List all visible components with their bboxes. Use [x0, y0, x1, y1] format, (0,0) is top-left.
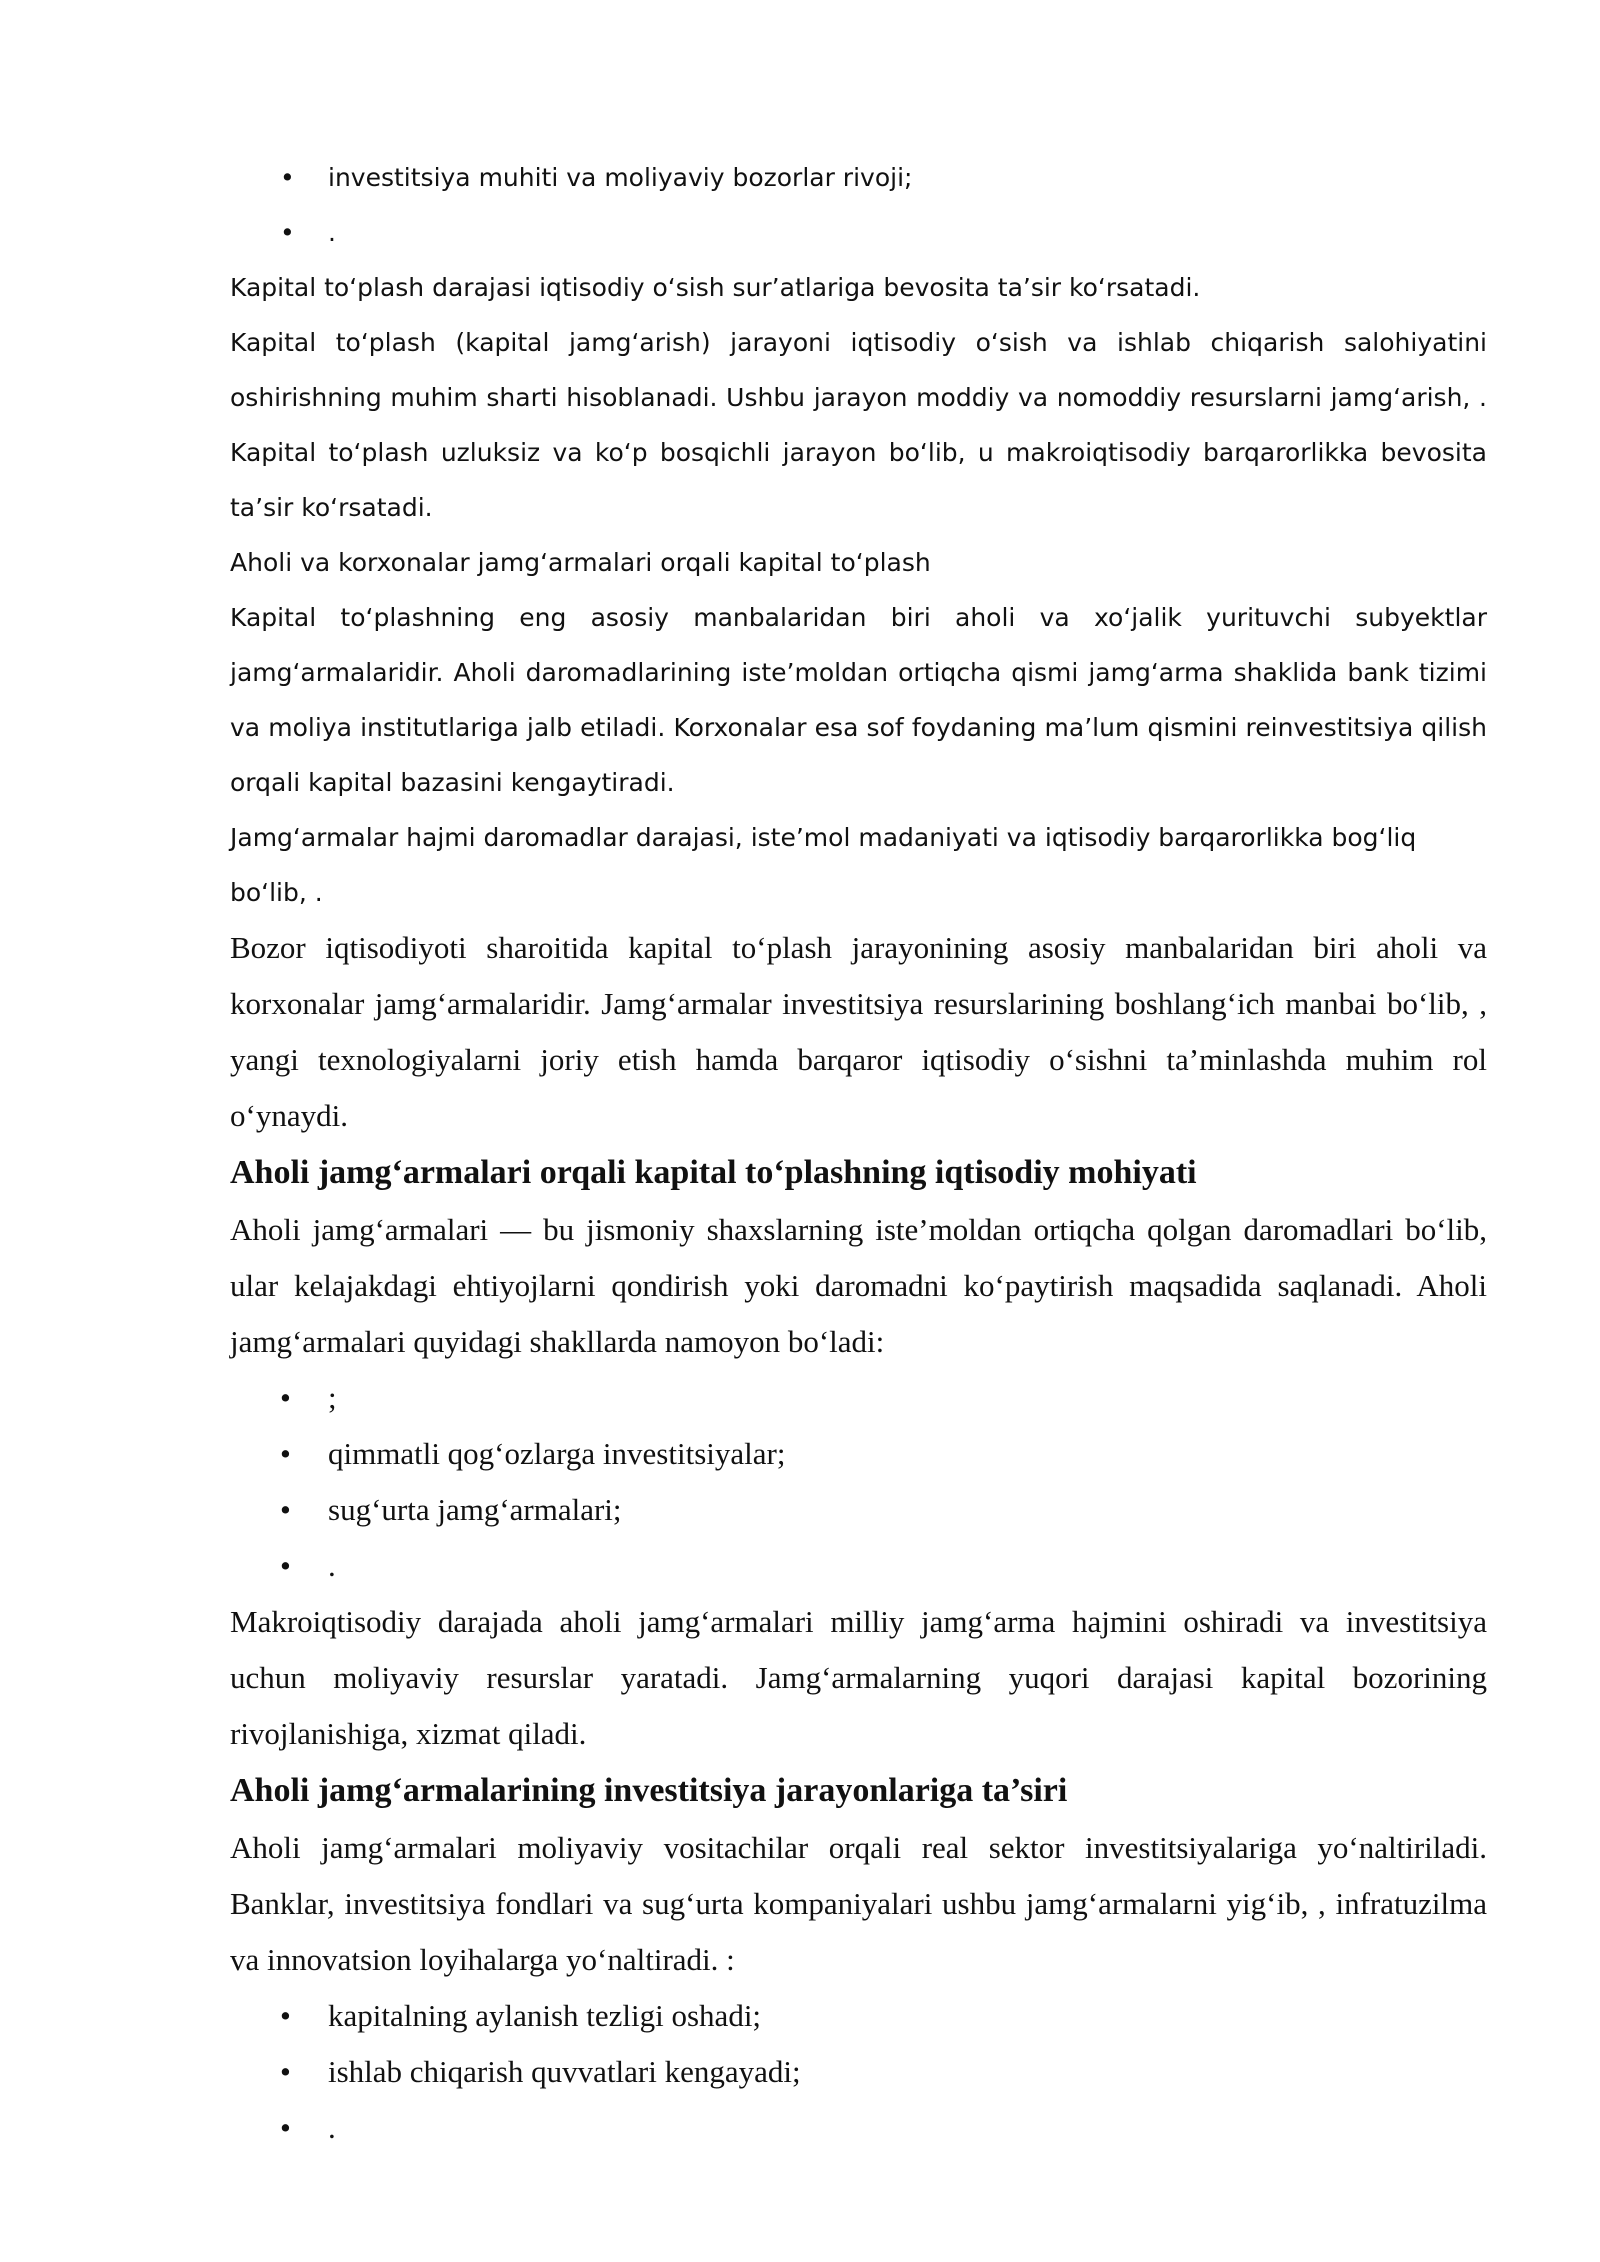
bullet-icon: •: [280, 1380, 291, 1415]
list-item: • sug‘urta jamg‘armalari;: [230, 1482, 1487, 1538]
paragraph-6: Bozor iqtisodiyoti sharoitida kapital to‘plash jarayonining asosiy manbalaridan biri aholi va korxonalar jamg‘armalaridir. Jamg‘armalar investitsiya resurslarining boshlang‘ich manbai bo‘lib, , yangi texnologiyalarni joriy etish hamda barqaror iqtisodiy o‘sishni ta’minlashda muhim rol o‘ynaydi.: [230, 930, 1487, 1133]
section-heading-1: Aholi jamg‘armalari orqali kapital to‘plashning iqtisodiy mohiyati: [230, 1154, 1197, 1191]
paragraph-7: Aholi jamg‘armalari — bu jismoniy shaxslarning iste’moldan ortiqcha qolgan daromadlari bo‘lib, ular kelajakdagi ehtiyojlarni qondirish yoki daromadni ko‘paytirish maqsadida saqlanadi. Aholi jamg‘armalari quyidagi shakllarda namoyon bo‘ladi:: [230, 1212, 1487, 1359]
paragraph-8: Makroiqtisodiy darajada aholi jamg‘armalari milliy jamg‘arma hajmini oshiradi va investitsiya uchun moliyaviy resurslar yaratadi. Jamg‘armalarning yuqori darajasi kapital bozorining rivojlanishiga, xizmat qiladi.: [230, 1604, 1487, 1751]
list-item: • .: [230, 205, 1487, 260]
list-item: • ishlab chiqarish quvvatlari kengayadi;: [230, 2044, 1487, 2100]
bullet-icon: •: [280, 2054, 291, 2089]
list-item: • ;: [230, 1370, 1487, 1426]
list-item: • qimmatli qog‘ozlarga investitsiyalar;: [230, 1426, 1487, 1482]
section-heading-2: Aholi jamg‘armalarining investitsiya jarayonlariga ta’siri: [230, 1772, 1068, 1809]
document-page: [230, 150, 1487, 2156]
paragraph-3: Aholi va korxonalar jamg‘armalari orqali kapital to‘plash: [230, 548, 931, 577]
mid-bullet-list: [230, 1370, 1487, 1594]
top-bullet-list: [230, 150, 1487, 260]
list-item: • .: [230, 1538, 1487, 1594]
paragraph-5: Jamg‘armalar hajmi daromadlar darajasi, iste’mol madaniyati va iqtisodiy barqarorlikka bog‘liq bo‘lib, .: [230, 823, 1417, 907]
bullet-icon: •: [280, 218, 295, 247]
bullet-icon: •: [280, 163, 295, 192]
list-item: • kapitalning aylanish tezligi oshadi;: [230, 1988, 1487, 2044]
bullet-icon: •: [280, 2110, 291, 2145]
bottom-bullet-list: [230, 1988, 1487, 2156]
bullet-icon: •: [280, 1548, 291, 1583]
paragraph-4: Kapital to‘plashning eng asosiy manbalaridan biri aholi va xo‘jalik yurituvchi subyektlar jamg‘armalaridir. Aholi daromadlarining iste’moldan ortiqcha qismi jamg‘arma shaklida bank tizimi va moliya institutlariga jalb etiladi. Korxonalar esa sof foydaning ma’lum qismini reinvestitsiya qilish orqali kapital bazasini kengaytiradi.: [230, 603, 1487, 797]
list-item: • investitsiya muhiti va moliyaviy bozorlar rivoji;: [230, 150, 1487, 205]
bullet-icon: •: [280, 1998, 291, 2033]
bullet-icon: •: [280, 1492, 291, 1527]
bullet-icon: •: [280, 1436, 291, 1471]
list-item: • .: [230, 2100, 1487, 2156]
paragraph-9: Aholi jamg‘armalari moliyaviy vositachilar orqali real sektor investitsiyalariga yo‘naltiriladi. Banklar, investitsiya fondlari va sug‘urta kompaniyalari ushbu jamg‘armalarni yig‘ib, , infratuzilma va innovatsion loyihalarga yo‘naltiradi. :: [230, 1830, 1487, 1977]
paragraph-1: Kapital to‘plash darajasi iqtisodiy o‘sish sur’atlariga bevosita ta’sir ko‘rsatadi.: [230, 273, 1201, 302]
paragraph-2: Kapital to‘plash (kapital jamg‘arish) jarayoni iqtisodiy o‘sish va ishlab chiqarish salohiyatini oshirishning muhim sharti hisoblanadi. Ushbu jarayon moddiy va nomoddiy resurslarni jamg‘arish, . Kapital to‘plash uzluksiz va ko‘p bosqichli jarayon bo‘lib, u makroiqtisodiy barqarorlikka bevosita ta’sir ko‘rsatadi.: [230, 328, 1487, 522]
